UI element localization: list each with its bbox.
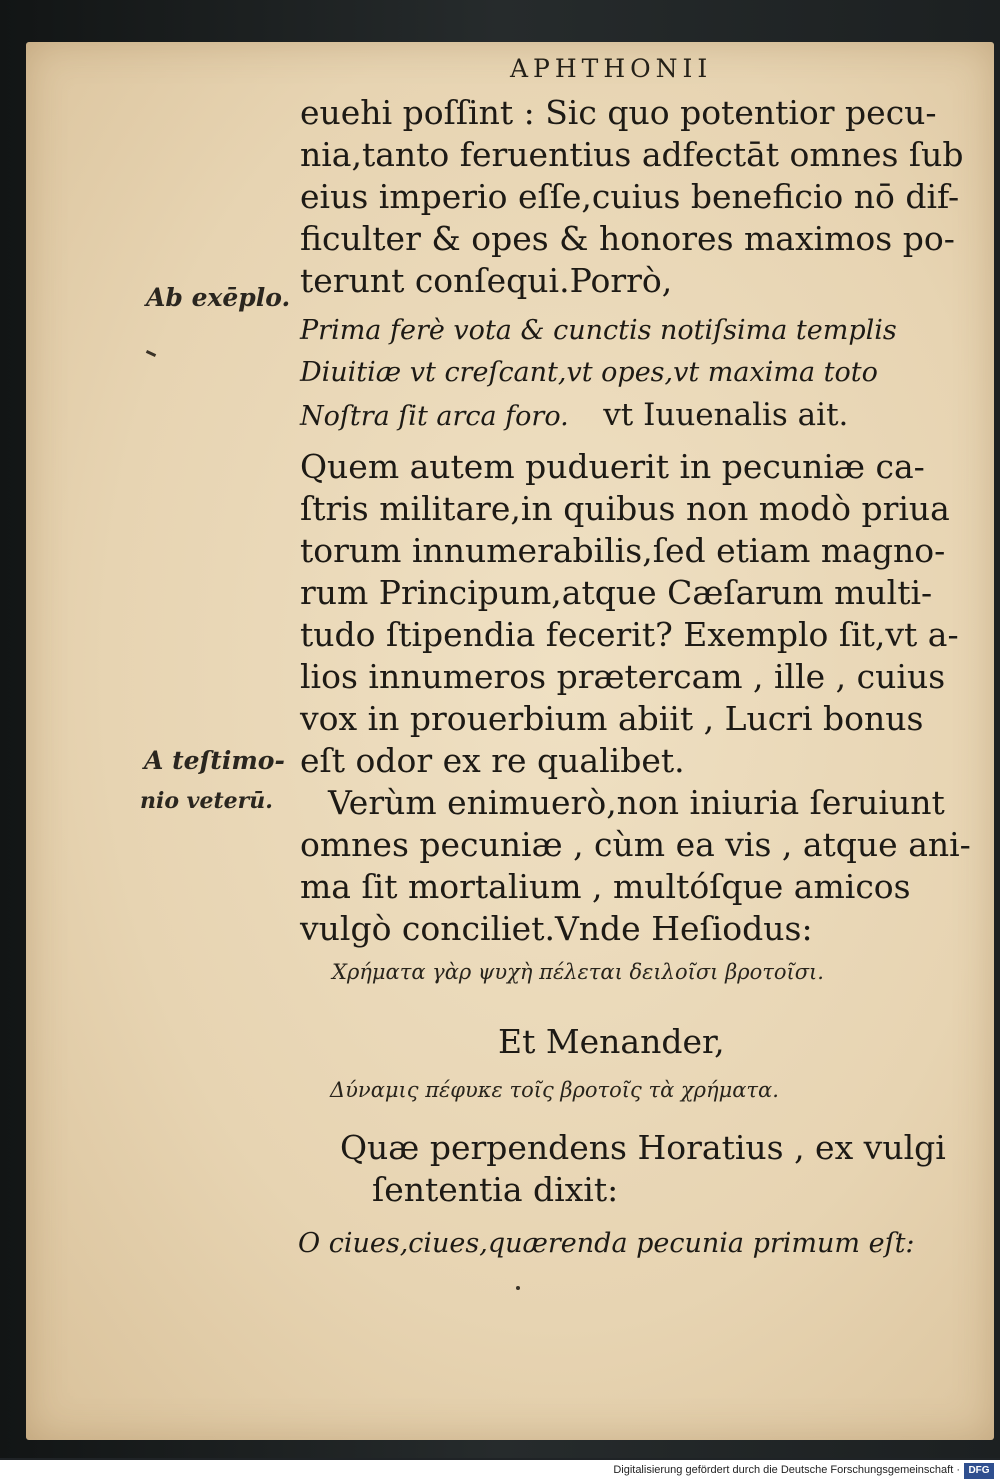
verse-line: Prima ferè vota & cunctis notiſsima templis: [300, 315, 897, 346]
text-line: eſt odor ex re qualibet.: [300, 741, 685, 780]
footer-credit: Digitalisierung gefördert durch die Deutsche Forschungsgemeinschaft ·: [613, 1464, 960, 1476]
verse-horace: O ciues,ciues,quærenda pecunia primum eſt:: [298, 1228, 915, 1259]
greek-quote-hesiod: Χρήματα γὰρ ψυχὴ πέλεται δειλοῖσι βροτοῖσι.: [332, 960, 824, 984]
text-line: lios innumeros prætercam , ille , cuius: [300, 657, 946, 696]
verse-line: Noſtra ſit arca foro.: [300, 401, 569, 432]
text-line: omnes pecuniæ , cùm ea vis , atque ani-: [300, 825, 971, 864]
verse-attribution: vt Iuuenalis ait.: [603, 397, 849, 433]
text-line: Quem autem puduerit in pecuniæ ca-: [300, 447, 925, 486]
text-line: Quæ perpendens Horatius , ex vulgi: [340, 1128, 946, 1167]
text-line: euehi poſſint : Sic quo potentior pecu-: [300, 93, 937, 132]
running-head: APHTHONII: [510, 54, 713, 83]
text-line: terunt conſequi.Porrò,: [300, 261, 673, 300]
text-line: ſententia dixit:: [372, 1170, 619, 1209]
text-line: vulgò conciliet.Vnde Heſiodus:: [300, 909, 813, 948]
text-line: tudo ſtipendia fecerit? Exemplo ſit,vt a-: [300, 615, 959, 654]
verse-line: Diuitiæ vt creſcant,vt opes,vt maxima toto: [300, 357, 878, 388]
footer-bar: [0, 1460, 1000, 1484]
text-line: Verùm enimuerò,non iniuria ſeruiunt: [328, 783, 945, 822]
text-line: ma ſit mortalium , multóſque amicos: [300, 867, 911, 906]
margin-note-testimony-2: nio veterū.: [140, 788, 273, 814]
text-line: torum innumerabilis,ſed etiam magno-: [300, 531, 946, 570]
ink-dot: [516, 1286, 520, 1290]
text-line: eius imperio eſſe,cuius beneficio nō dif-: [300, 177, 960, 216]
menander-intro: Et Menander,: [498, 1022, 725, 1061]
text-line: nia,tanto feruentius adfectāt omnes ſub: [300, 135, 964, 174]
dfg-logo: DFG: [964, 1463, 994, 1479]
text-line: vox in prouerbium abiit , Lucri bonus: [300, 699, 924, 738]
margin-note-example: Ab exēplo.: [146, 283, 291, 312]
main-text: [300, 92, 971, 950]
greek-quote-menander: Δύναμις πέφυκε τοῖς βροτοῖς τὰ χρήματα.: [330, 1078, 779, 1102]
text-line: ficulter & opes & honores maximos po-: [300, 219, 955, 258]
margin-note-testimony-1: A teſtimo-: [144, 746, 285, 775]
text-line: ſtris militare,in quibus non modò priua: [300, 489, 950, 528]
text-line: rum Principum,atque Cæſarum multi-: [300, 573, 933, 612]
